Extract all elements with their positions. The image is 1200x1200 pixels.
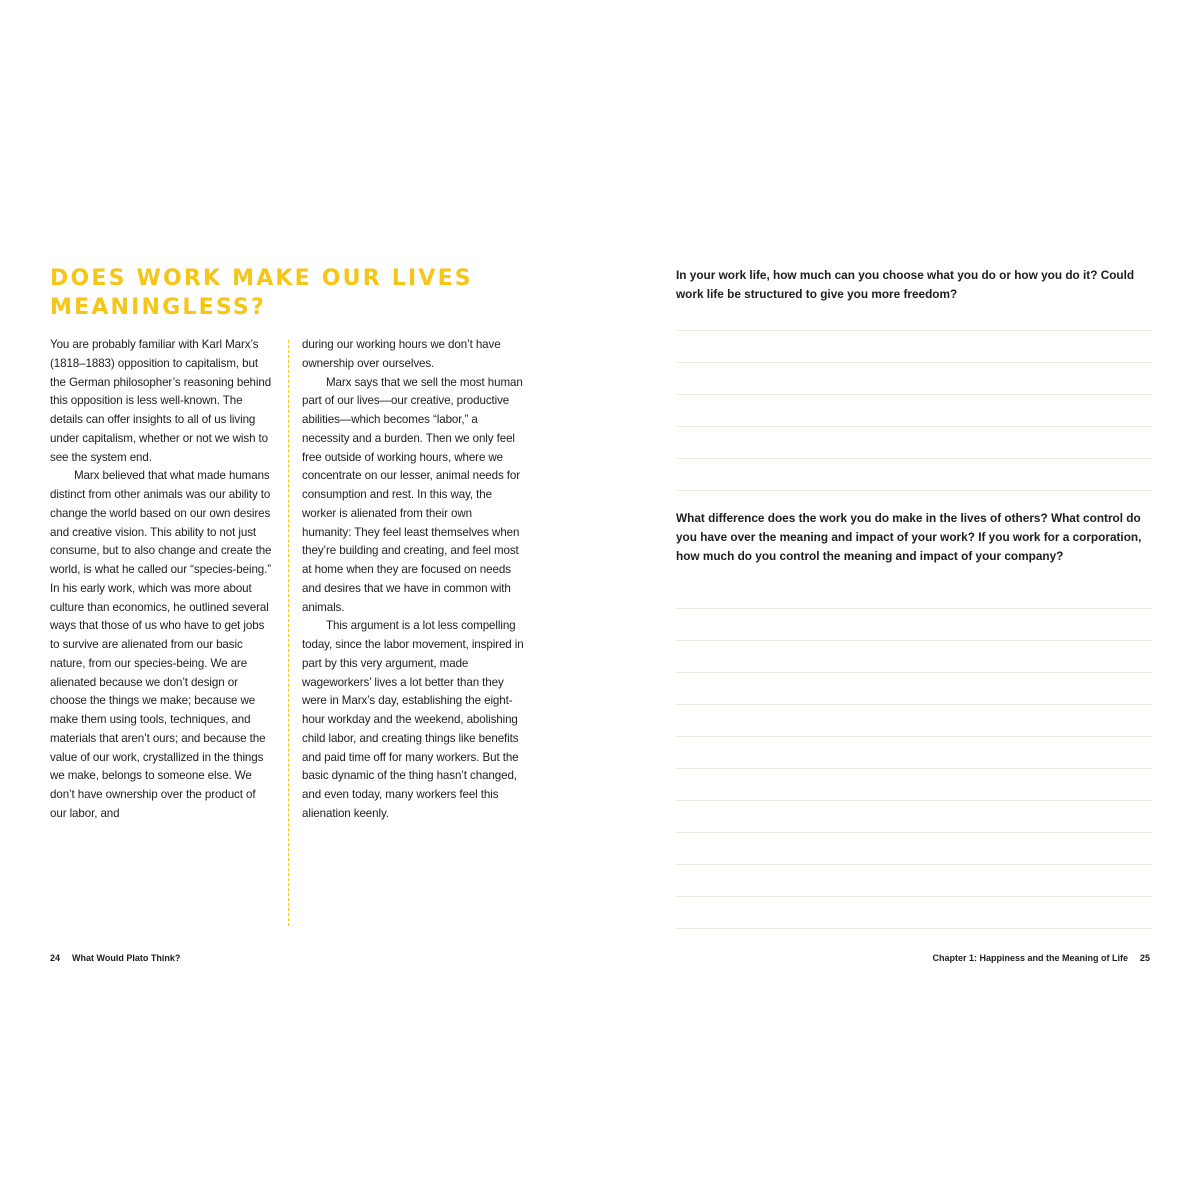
writing-line[interactable]	[676, 330, 1152, 363]
paragraph-continued: during our working hours we don’t have ownership over ourselves.	[302, 338, 501, 370]
writing-line[interactable]	[676, 459, 1152, 491]
writing-line[interactable]	[676, 363, 1152, 395]
writing-line[interactable]	[676, 427, 1152, 459]
left-footer	[50, 953, 180, 963]
writing-line[interactable]	[676, 395, 1152, 427]
paragraph: This argument is a lot less compelling today, since the labor movement, inspired in part by this very argument, made wageworkers’ lives a lot better than they were in Marx’s day, establishing the eight-hour workday and the weekend, abolishing child labor, and creating things like benefits and paid time off for many workers. But the basic dynamic of the thing hasn’t changed, and even today, many workers feel this alienation keenly.	[302, 619, 524, 820]
writing-line[interactable]	[676, 801, 1152, 833]
running-head-book-title: What Would Plato Think?	[72, 953, 181, 963]
column-divider	[288, 340, 289, 926]
right-footer	[932, 953, 1150, 963]
writing-lines[interactable]	[676, 330, 1152, 491]
writing-line[interactable]	[676, 865, 1152, 897]
paragraph: Marx says that we sell the most human part of our lives—our creative, productive abilities—which becomes “labor,” a necessity and a burden. Then we only feel free outside of working hours, where we concentrate on our lesser, animal needs for consumption and rest. In this way, the worker is alienated from their own humanity: They feel least themselves when they’re building and creating, and feel most at home when they are focused on needs and desires that we have in common with animals.	[302, 375, 523, 614]
running-head-chapter-title: Chapter 1: Happiness and the Meaning of Life	[932, 953, 1128, 963]
writing-line[interactable]	[676, 608, 1152, 641]
journal-prompt: What difference does the work you do make in the lives of others? What control do you have over the meaning and impact of your work? If you work for a corporation, how much do you control the meaning and impact of your company?	[676, 511, 1142, 563]
writing-line[interactable]	[676, 641, 1152, 673]
writing-line[interactable]	[676, 833, 1152, 865]
paragraph: Marx believed that what made humans distinct from other animals was our ability to change the world based on our own desires and creative vision. This ability to not just consume, but to also change and create the world, is what he called our “species-being.” In his early work, which was more about culture than economics, he outlined several ways that those of us who have to get jobs to survive are alienated from our basic nature, from our species-being. We are alienated because we don’t design or choose the things we make; because we make them using tools, techniques, and materials that aren’t ours; and because the value of our work, crystallized in the things we make, belongs to someone else. We don’t have ownership over the product of our labor, and	[50, 469, 272, 820]
journal-prompt: In your work life, how much can you choose what you do or how you do it? Could work life be structured to give you more freedom?	[676, 268, 1135, 301]
text-column-2	[302, 336, 524, 824]
page-number: 25	[1139, 953, 1150, 963]
page-number: 24	[50, 953, 61, 963]
page-title: DOES WORK MAKE OUR LIVES MEANINGLESS?	[50, 266, 473, 320]
writing-lines[interactable]	[676, 608, 1152, 929]
writing-line[interactable]	[676, 769, 1152, 801]
writing-line[interactable]	[676, 897, 1152, 929]
paragraph: You are probably familiar with Karl Marx’s (1818–1883) opposition to capitalism, but the German philosopher’s reasoning behind this opposition is less well-known. The details can offer insights to all of us living under capitalism, whether or not we wish to see the system end.	[50, 338, 272, 464]
text-column-1	[50, 336, 272, 824]
right-page	[600, 0, 1200, 1200]
writing-line[interactable]	[676, 737, 1152, 769]
writing-line[interactable]	[676, 705, 1152, 737]
writing-line[interactable]	[676, 673, 1152, 705]
